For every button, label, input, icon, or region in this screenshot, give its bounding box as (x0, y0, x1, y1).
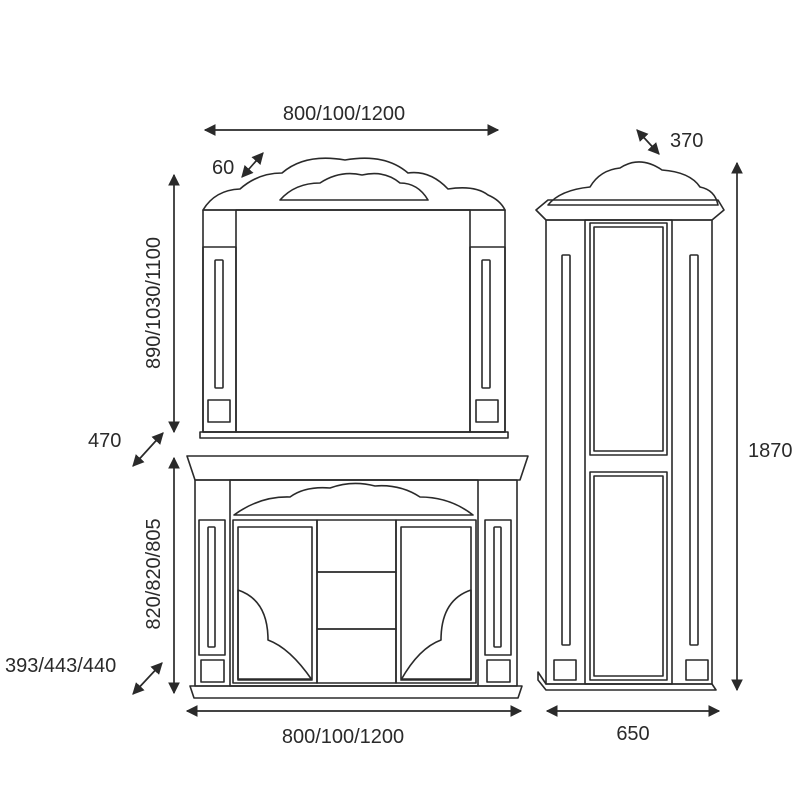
vanity-center-frame (230, 480, 478, 686)
mirror-left-groove (215, 260, 223, 388)
vanity-left-door-panel (238, 527, 312, 679)
mirror-height-label: 890/1030/1100 (143, 237, 165, 369)
vanity-width-label: 800/100/1200 (281, 726, 405, 748)
mirror-right-square (476, 400, 498, 422)
mirror-base (200, 432, 508, 438)
vanity-top-depth-arrow (133, 433, 163, 466)
vanity-right-door (396, 520, 476, 683)
cabinet-depth-label: 370 (670, 130, 704, 152)
cabinet-width-label: 650 (616, 723, 650, 745)
vanity-body-depth-label: 393/443/440 (5, 655, 117, 677)
cabinet-lower-panel (594, 476, 663, 676)
cabinet-left-square (554, 660, 576, 680)
mirror-depth-label: 60 (212, 157, 235, 179)
vanity-height-label: 820/820/805 (143, 518, 165, 630)
vanity-left-door (233, 520, 317, 683)
mirror-right-groove (482, 260, 490, 388)
cabinet-crown (548, 162, 718, 205)
vanity-right-groove (494, 527, 501, 647)
vanity-left-groove (208, 527, 215, 647)
vanity-right-square (487, 660, 510, 682)
mirror-drawing (200, 158, 508, 438)
cabinet-body (546, 220, 712, 684)
vanity-drawer-2 (317, 572, 396, 629)
vanity-left-door-ornament (238, 590, 312, 680)
mirror-left-square (208, 400, 230, 422)
cabinet-plinth (538, 672, 716, 690)
cabinet-upper-door (590, 223, 667, 455)
vanity-left-square (201, 660, 224, 682)
cabinet-center-frame (585, 220, 672, 684)
vanity-top-depth-label: 470 (88, 430, 122, 452)
tall-cabinet-drawing (536, 162, 724, 690)
vanity-left-pilaster (199, 520, 225, 655)
vanity-body-depth-arrow (133, 663, 162, 694)
cabinet-left-groove (562, 255, 570, 645)
mirror-crown (203, 158, 505, 210)
cabinet-right-groove (690, 255, 698, 645)
mirror-width-label: 800/100/1200 (282, 103, 406, 125)
vanity-countertop (187, 456, 528, 480)
mirror-frame (203, 210, 505, 432)
vanity-right-door-ornament (401, 590, 471, 680)
mirror-depth-arrow (242, 153, 263, 177)
cabinet-cornice (536, 200, 724, 220)
cabinet-depth-arrow (637, 130, 659, 154)
vanity-drawing (187, 456, 528, 698)
vanity-arch (234, 483, 473, 515)
cabinet-lower-door (590, 472, 667, 680)
mirror-crown-inner (280, 174, 428, 200)
mirror-glass (236, 210, 470, 432)
cabinet-upper-panel (594, 227, 663, 451)
vanity-drawer-1 (317, 520, 396, 572)
vanity-right-pilaster (485, 520, 511, 655)
dimension-lines (133, 130, 737, 711)
vanity-plinth (190, 686, 522, 698)
vanity-right-door-panel (401, 527, 471, 679)
cabinet-right-square (686, 660, 708, 680)
cabinet-height-label: 1870 (748, 440, 793, 462)
vanity-drawer-3 (317, 629, 396, 683)
